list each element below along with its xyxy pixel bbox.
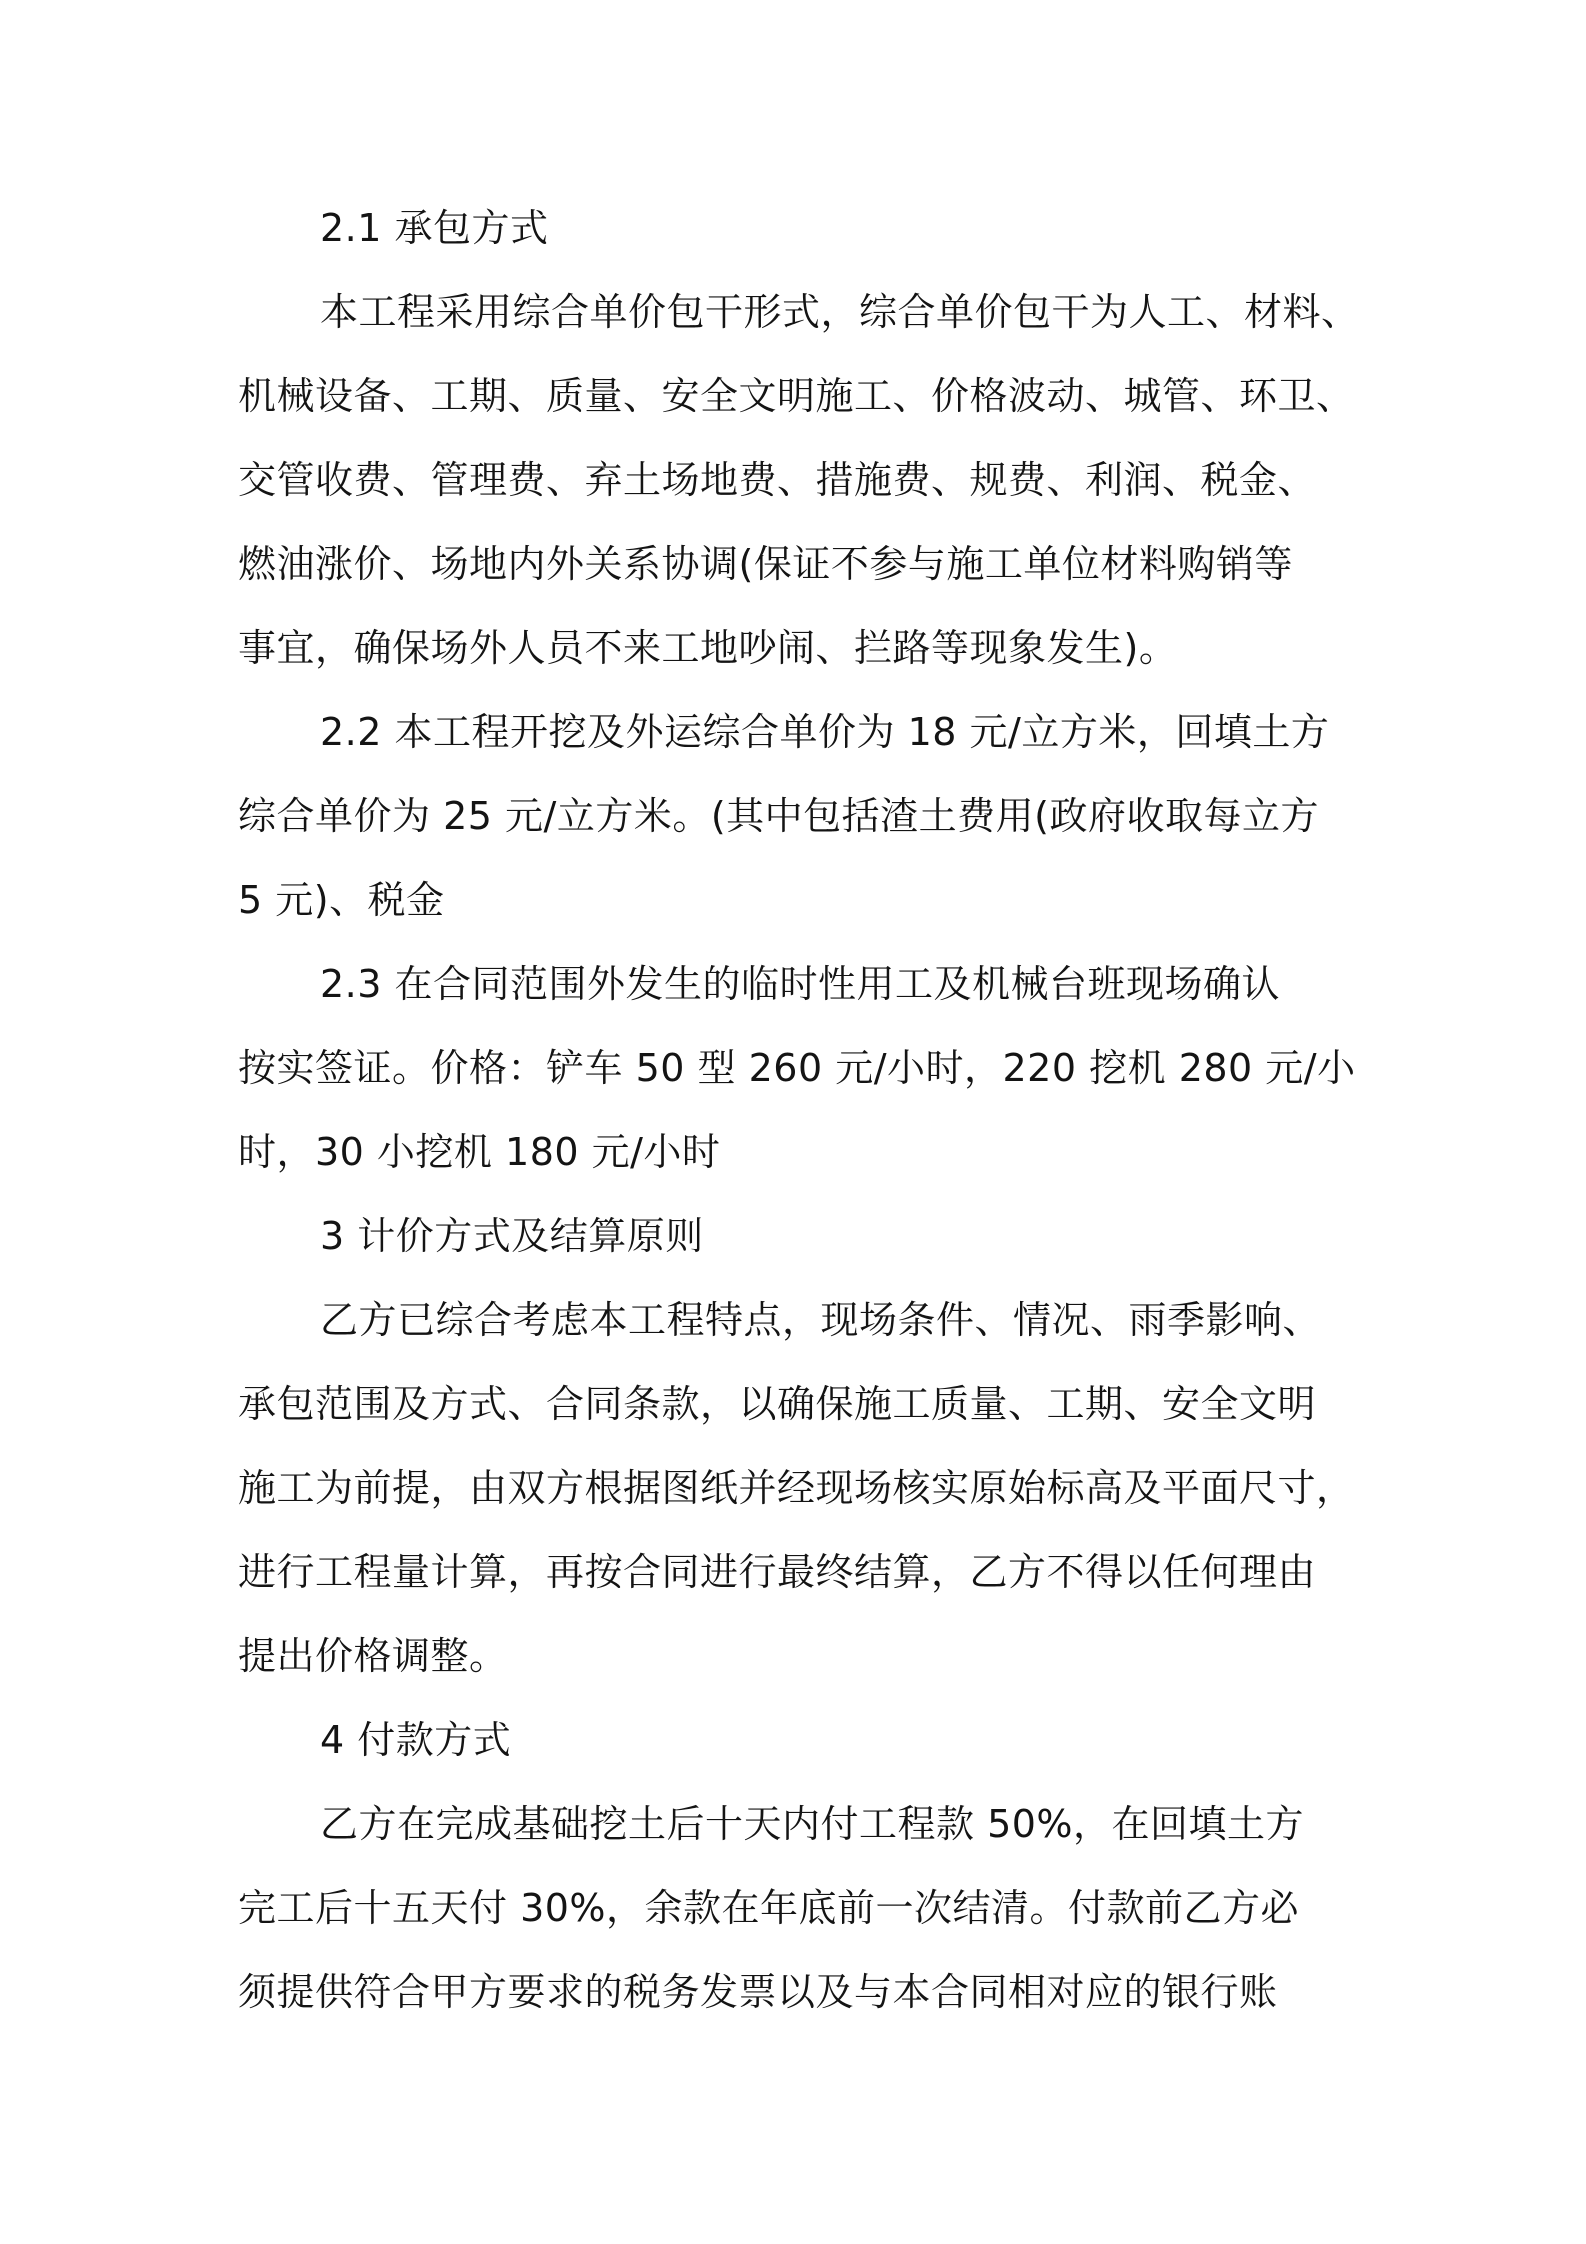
section-2-3 bbox=[238, 942, 1358, 1194]
text-line: 综合单价为 25 元/立方米。(其中包括渣土费用(政府收取每立方 bbox=[238, 794, 1319, 838]
text-line: 2.3 在合同范围外发生的临时性用工及机械台班现场确认 bbox=[320, 962, 1281, 1006]
text-line: 事宜，确保场外人员不来工地吵闹、拦路等现象发生)。 bbox=[238, 626, 1178, 670]
text-line: 施工为前提，由双方根据图纸并经现场核实原始标高及平面尺寸， bbox=[238, 1466, 1355, 1510]
text-line: 按实签证。价格：铲车 50 型 260 元/小时，220 挖机 280 元/小 bbox=[238, 1046, 1356, 1090]
text-line: 提出价格调整。 bbox=[238, 1634, 508, 1678]
text-line: 交管收费、管理费、弃土场地费、措施费、规费、利润、税金、 bbox=[238, 458, 1317, 502]
section-4-body bbox=[238, 1782, 1358, 2034]
text-line: 2.2 本工程开挖及外运综合单价为 18 元/立方米，回填土方 bbox=[320, 710, 1330, 754]
text-line: 4 付款方式 bbox=[320, 1718, 512, 1762]
section-2-1-heading bbox=[238, 186, 1358, 270]
text-line: 须提供符合甲方要求的税务发票以及与本合同相对应的银行账 bbox=[238, 1970, 1278, 2014]
section-3-body bbox=[238, 1278, 1358, 1698]
text-line: 承包范围及方式、合同条款，以确保施工质量、工期、安全文明 bbox=[238, 1382, 1317, 1426]
text-line: 完工后十五天付 30%，余款在年底前一次结清。付款前乙方必 bbox=[238, 1886, 1300, 1930]
text-line: 乙方已综合考虑本工程特点，现场条件、情况、雨季影响、 bbox=[320, 1298, 1322, 1342]
section-2-1-body bbox=[238, 270, 1358, 690]
section-2-2 bbox=[238, 690, 1358, 942]
text-line: 燃油涨价、场地内外关系协调(保证不参与施工单位材料购销等 bbox=[238, 542, 1293, 586]
text-line: 时，30 小挖机 180 元/小时 bbox=[238, 1130, 721, 1174]
section-3-heading bbox=[238, 1194, 1358, 1278]
text-line: 乙方在完成基础挖土后十天内付工程款 50%，在回填土方 bbox=[320, 1802, 1305, 1846]
text-line: 2.1 承包方式 bbox=[320, 206, 549, 250]
text-line: 5 元)、税金 bbox=[238, 878, 445, 922]
text-line: 3 计价方式及结算原则 bbox=[320, 1214, 704, 1258]
section-4-heading bbox=[238, 1698, 1358, 1782]
text-line: 本工程采用综合单价包干形式，综合单价包干为人工、材料、 bbox=[320, 290, 1360, 334]
text-line: 机械设备、工期、质量、安全文明施工、价格波动、城管、环卫、 bbox=[238, 374, 1355, 418]
text-line: 进行工程量计算，再按合同进行最终结算，乙方不得以任何理由 bbox=[238, 1550, 1317, 1594]
